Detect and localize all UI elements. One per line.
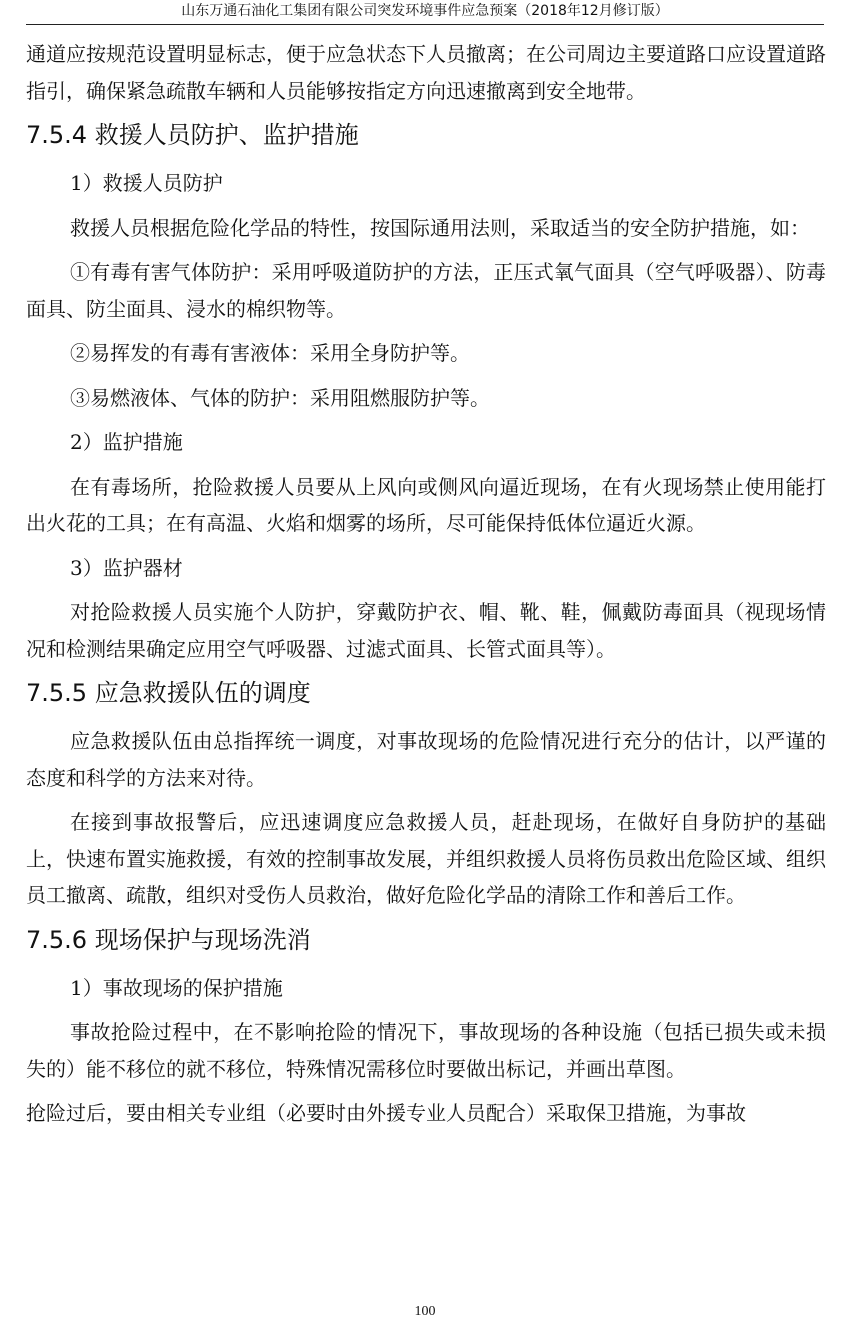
page-number: 100 xyxy=(414,1304,436,1319)
paragraph: 通道应按规范设置明显标志，便于应急状态下人员撤离；在公司周边主要道路口应设置道路指引，确保紧急疏散车辆和人员能够按指定方向迅速撤离到安全地带。 xyxy=(26,42,826,103)
section-heading: 7.5.6 现场保护与现场洗消 xyxy=(26,925,311,954)
running-header: 山东万通石油化工集团有限公司突发环境事件应急预案（2018年12月修订版） xyxy=(26,0,824,25)
paragraph: 2）监护措施 xyxy=(70,430,183,454)
paragraph: ③易燃液体、气体的防护：采用阻燃服防护等。 xyxy=(70,385,490,410)
paragraph: 对抢险救援人员实施个人防护，穿戴防护衣、帽、靴、鞋，佩戴防毒面具（视现场情况和检测结果确定应用空气呼吸器、过滤式面具、长管式面具等）。 xyxy=(26,600,826,661)
paragraph: ①有毒有害气体防护：采用呼吸道防护的方法，正压式氧气面具（空气呼吸器）、防毒面具、防尘面具、浸水的棉织物等。 xyxy=(26,260,826,321)
section-heading: 7.5.4 救援人员防护、监护措施 xyxy=(26,121,359,149)
paragraph: 在接到事故报警后，应迅速调度应急救援人员，赶赴现场，在做好自身防护的基础上，快速布置实施救援，有效的控制事故发展，并组织救援人员将伤员救出危险区域、组织员工撤离、疏散，组织对受伤人员救治，做好危险化学品的清除工作和善后工作。 xyxy=(26,810,826,907)
section-heading: 7.5.5 应急救援队伍的调度 xyxy=(26,679,311,707)
document-body xyxy=(26,36,826,1140)
paragraph: 1）事故现场的保护措施 xyxy=(70,975,283,1000)
paragraph: ②易挥发的有毒有害液体：采用全身防护等。 xyxy=(70,341,470,365)
paragraph: 3）监护器材 xyxy=(70,555,183,580)
paragraph: 应急救援队伍由总指挥统一调度，对事故现场的危险情况进行充分的估计，以严谨的态度和科学的方法来对待。 xyxy=(26,729,826,790)
paragraph: 在有毒场所，抢险救援人员要从上风向或侧风向逼近现场，在有火现场禁止使用能打出火花的工具；在有高温、火焰和烟雾的场所，尽可能保持低体位逼近火源。 xyxy=(26,474,826,535)
paragraph: 事故抢险过程中，在不影响抢险的情况下，事故现场的各种设施（包括已损失或未损失的）能不移位的就不移位，特殊情况需移位时要做出标记，并画出草图。 xyxy=(26,1020,826,1081)
paragraph: 抢险过后，要由相关专业组（必要时由外援专业人员配合）采取保卫措施，为事故 xyxy=(26,1101,746,1125)
paragraph: 救援人员根据危险化学品的特性，按国际通用法则，采取适当的安全防护措施，如： xyxy=(70,215,810,240)
paragraph: 1）救援人员防护 xyxy=(70,171,223,195)
